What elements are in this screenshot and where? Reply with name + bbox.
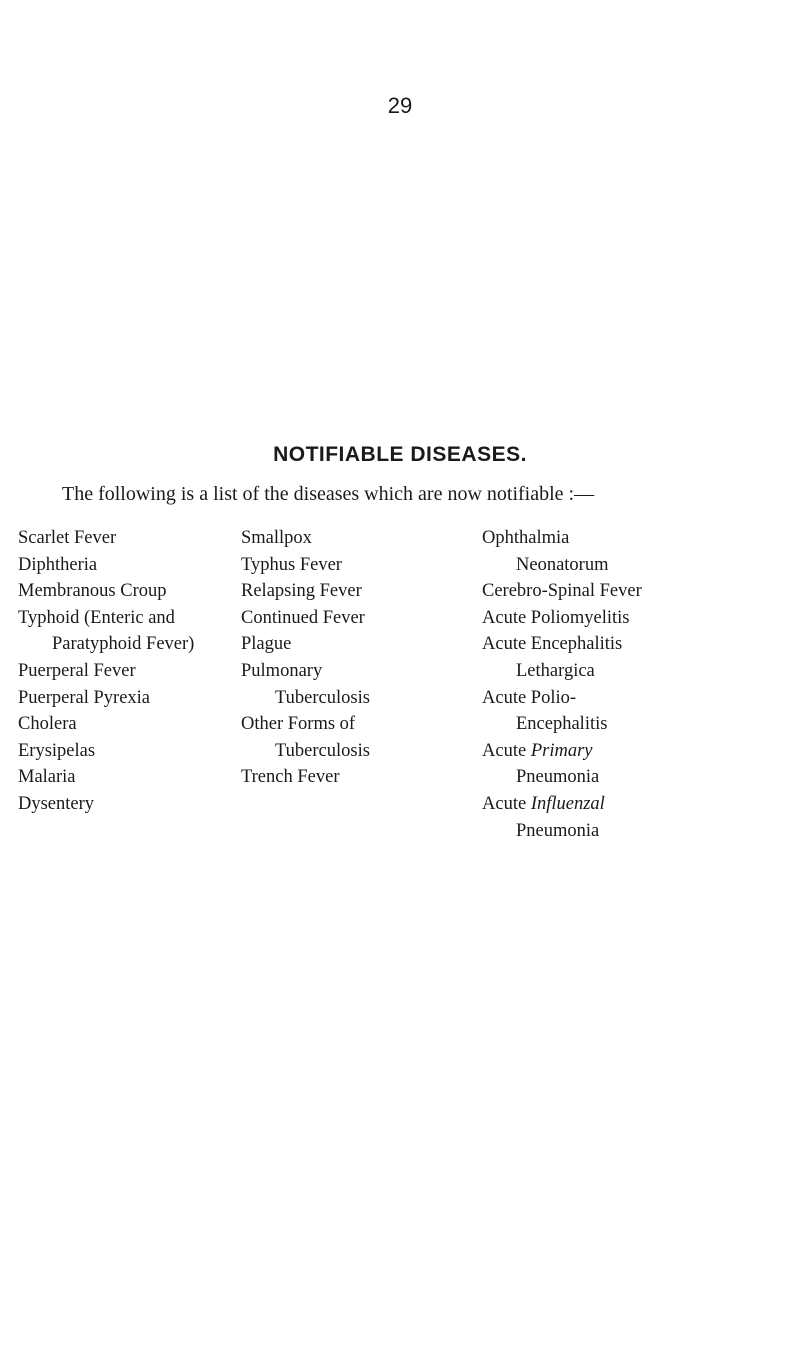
disease-item: Acute Polio- — [482, 687, 577, 708]
disease-item — [482, 738, 642, 765]
disease-item: Plague — [241, 634, 292, 655]
disease-item: Other Forms of — [241, 714, 356, 735]
disease-item: Typhoid (Enteric and — [18, 607, 175, 628]
disease-item: Acute Poliomyelitis — [482, 607, 630, 628]
disease-item: Cerebro-Spinal Fever — [482, 581, 642, 602]
disease-item: Puerperal Pyrexia — [18, 687, 151, 708]
disease-item: Tuberculosis — [275, 687, 370, 708]
disease-item: Puerperal Fever — [18, 660, 136, 681]
disease-item: Neonatorum — [516, 554, 609, 575]
disease-item: Membranous Croup — [18, 581, 167, 602]
disease-qualifier-italic: Primary — [530, 740, 593, 761]
disease-item: Malaria — [18, 767, 76, 788]
disease-item: Pulmonary — [241, 660, 323, 681]
disease-item — [482, 791, 642, 818]
disease-qualifier-italic: Influenzal — [530, 793, 605, 814]
disease-item: Cholera — [18, 714, 77, 735]
disease-item: Typhus Fever — [241, 554, 342, 575]
disease-item: Erysipelas — [18, 740, 96, 761]
disease-item: Pneumonia — [516, 820, 600, 841]
disease-prefix: Acute — [482, 740, 527, 761]
disease-item: Tuberculosis — [275, 740, 370, 761]
disease-item: Encephalitis — [516, 714, 608, 735]
disease-column-middle — [241, 525, 370, 791]
disease-item: Acute Encephalitis — [482, 634, 623, 655]
disease-item: Smallpox — [241, 528, 312, 548]
disease-prefix: Acute — [482, 793, 527, 814]
disease-item: Trench Fever — [241, 767, 340, 788]
disease-item: Diphtheria — [18, 554, 98, 575]
disease-item: Continued Fever — [241, 607, 365, 628]
disease-item: Dysentery — [18, 793, 95, 814]
disease-item: Paratyphoid Fever) — [52, 634, 195, 655]
intro-text: The following is a list of the diseases which are now notifiable :— — [62, 483, 595, 505]
page-number: 29 — [387, 93, 413, 118]
disease-item: Relapsing Fever — [241, 581, 362, 602]
disease-item: Pneumonia — [516, 767, 600, 788]
disease-item: Scarlet Fever — [18, 528, 117, 548]
disease-column-right — [482, 525, 642, 844]
page-title: NOTIFIABLE DISEASES. — [273, 443, 527, 466]
disease-item: Lethargica — [516, 660, 595, 681]
disease-column-left — [18, 525, 194, 818]
disease-item: Ophthalmia — [482, 528, 570, 548]
